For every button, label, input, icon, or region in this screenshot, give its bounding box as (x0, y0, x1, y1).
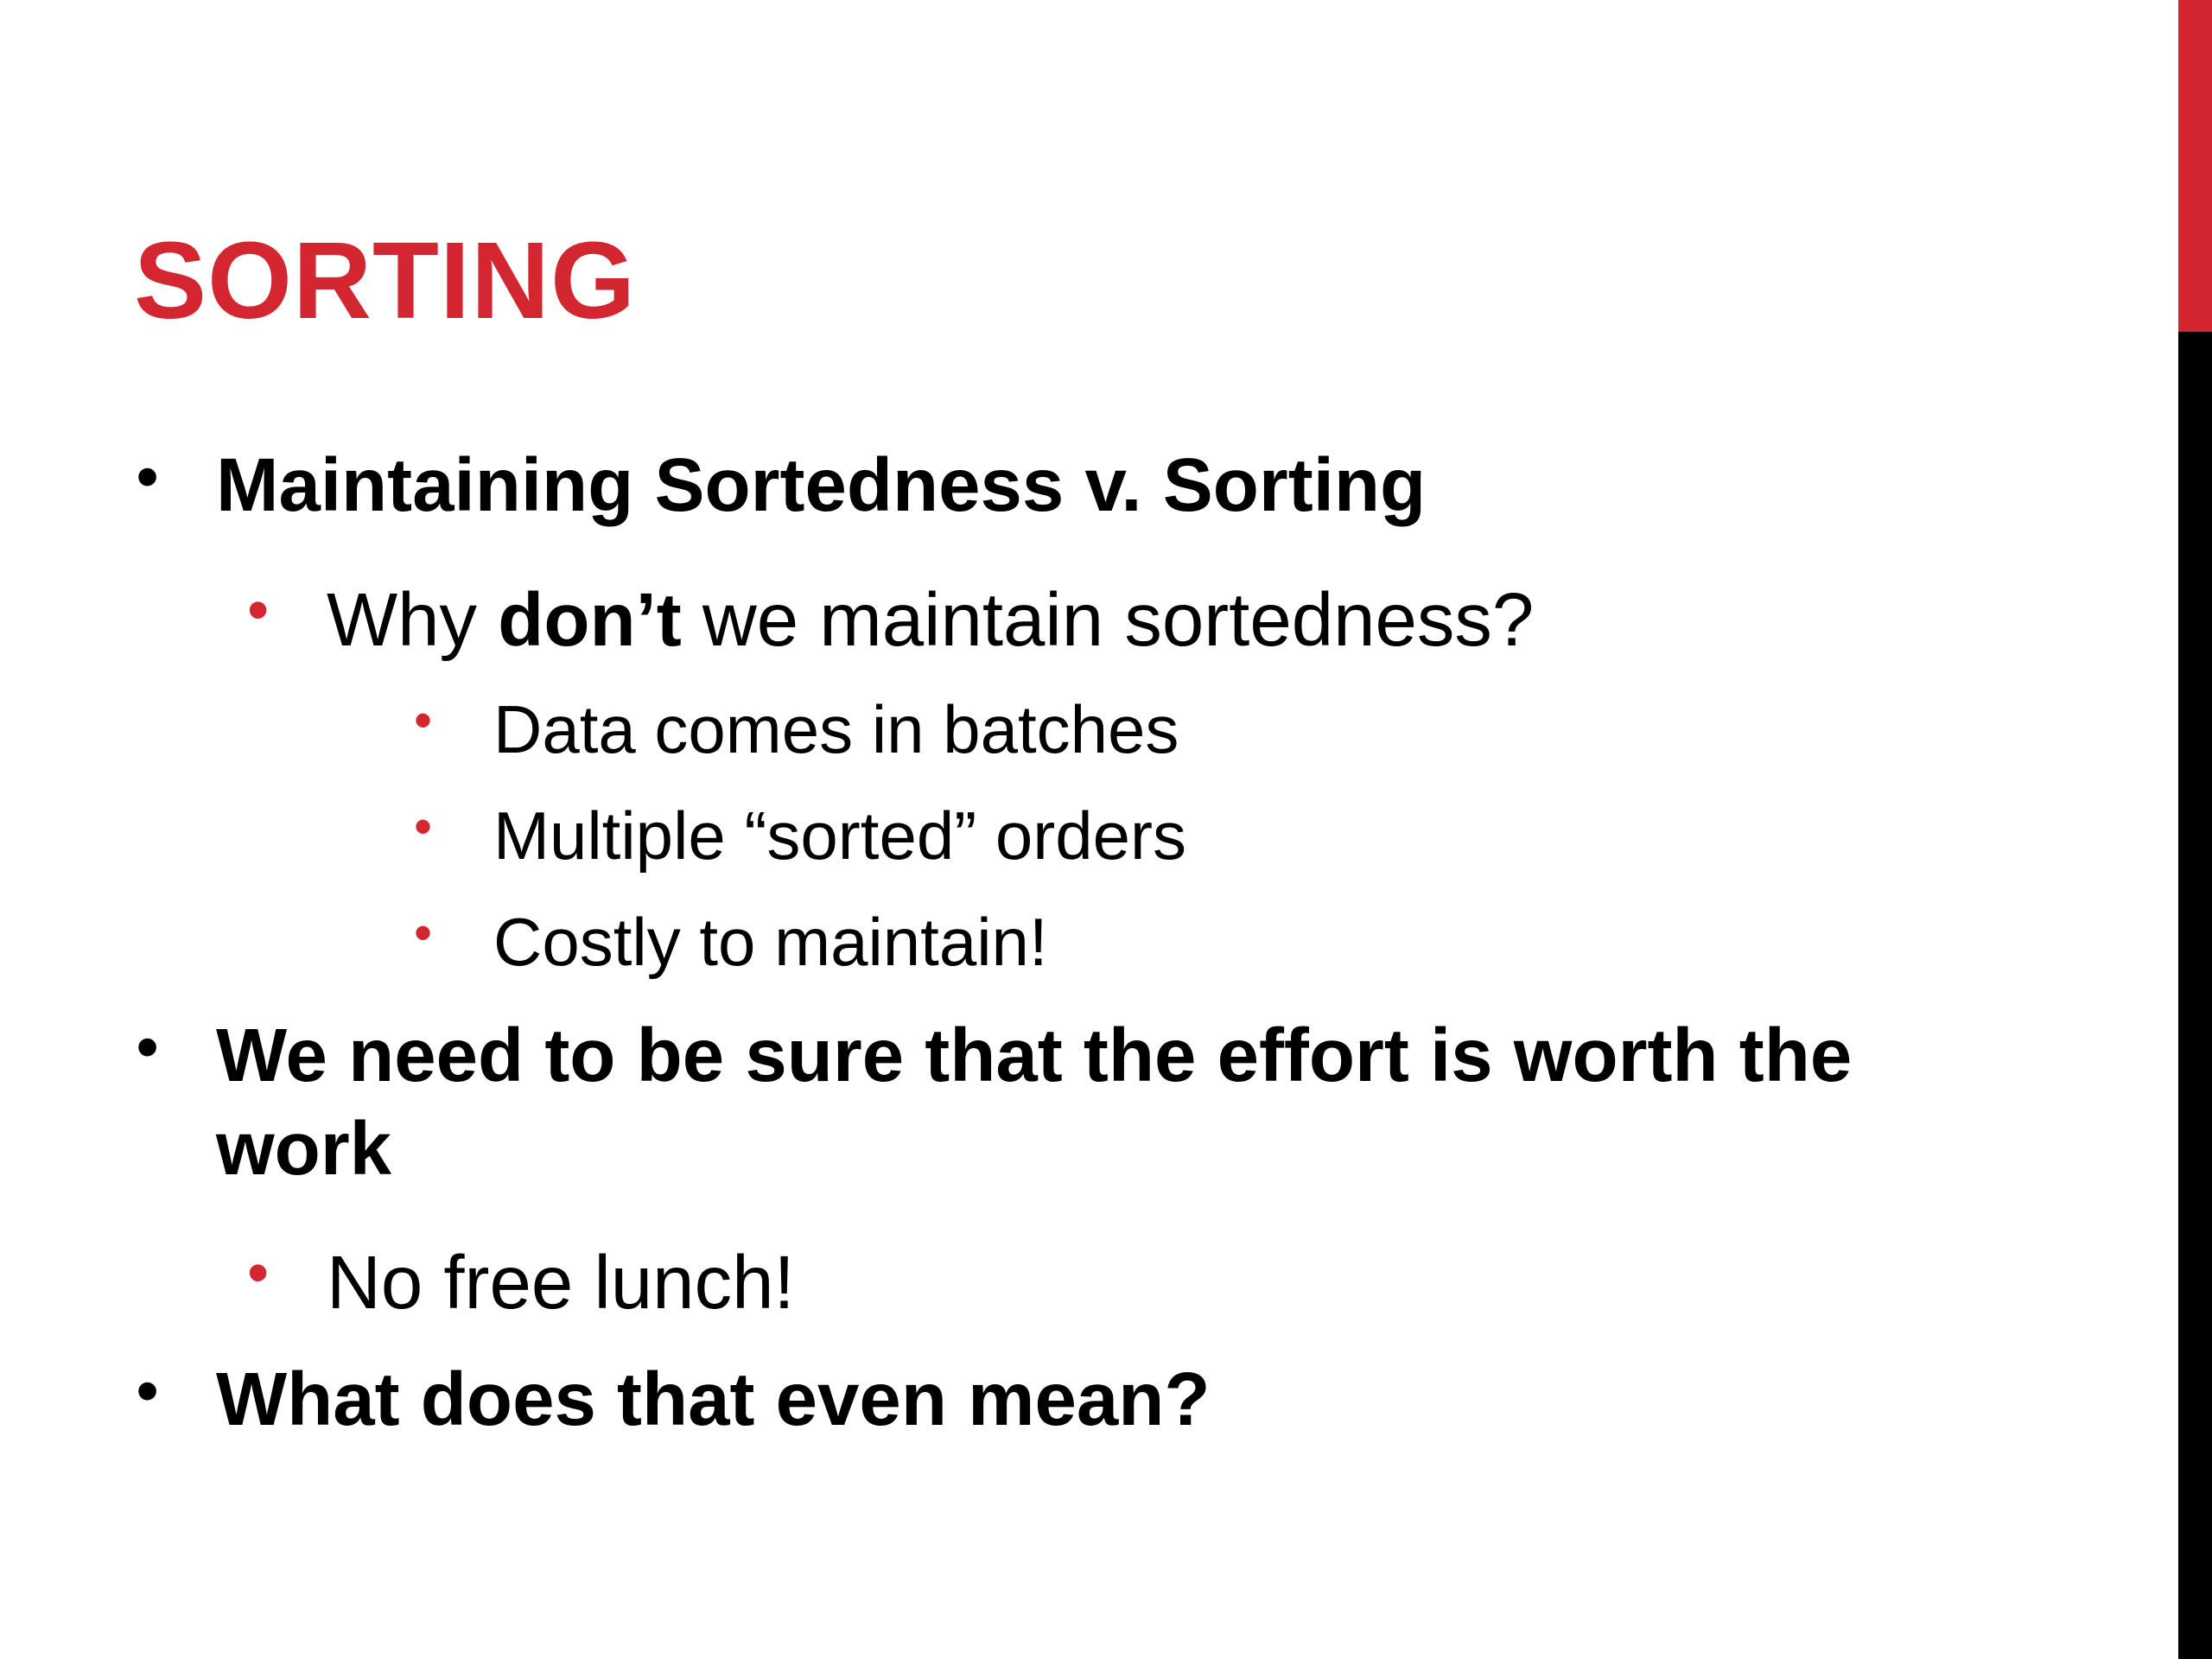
subbullet-text: No free lunch! (327, 1241, 795, 1325)
subsubbullet-batches (414, 688, 1179, 771)
bullet-maintaining-sortedness (137, 439, 1427, 532)
subbullet-text-after: we maintain sortedness? (681, 578, 1535, 662)
subbullet-no-free-lunch (247, 1236, 795, 1330)
bullet-dot-icon: • (414, 904, 433, 962)
bullet-text: What does that even mean? (216, 1357, 1211, 1441)
bullet-text: We need to be sure that the effort is worth the work (216, 1014, 1853, 1191)
subbullet-text-before: Why (327, 578, 499, 662)
bullet-dot-icon: • (137, 442, 159, 512)
bullet-effort-worth (137, 1009, 1875, 1196)
subsubbullet-text: Costly to maintain! (493, 904, 1048, 980)
subbullet-why-dont (247, 574, 1535, 667)
bullet-text: Maintaining Sortedness v. Sorting (216, 443, 1427, 527)
accent-bar-black (2178, 332, 2212, 1659)
bullet-dot-icon: • (247, 575, 270, 645)
bullet-dot-icon: • (414, 798, 433, 855)
slide-title: SORTING (134, 219, 637, 341)
bullet-dot-icon: • (137, 1357, 159, 1426)
bullet-what-does-that-mean (137, 1353, 1211, 1446)
subsubbullet-costly (414, 900, 1048, 983)
accent-bar-red (2178, 0, 2212, 332)
subbullet-text-bold: don’t (498, 578, 682, 662)
bullet-dot-icon: • (414, 691, 433, 749)
bullet-dot-icon: • (137, 1013, 159, 1082)
subsubbullet-text: Data comes in batches (493, 691, 1179, 767)
bullet-dot-icon: • (247, 1238, 270, 1307)
subsubbullet-multiple-orders (414, 794, 1186, 877)
subsubbullet-text: Multiple “sorted” orders (493, 798, 1186, 874)
